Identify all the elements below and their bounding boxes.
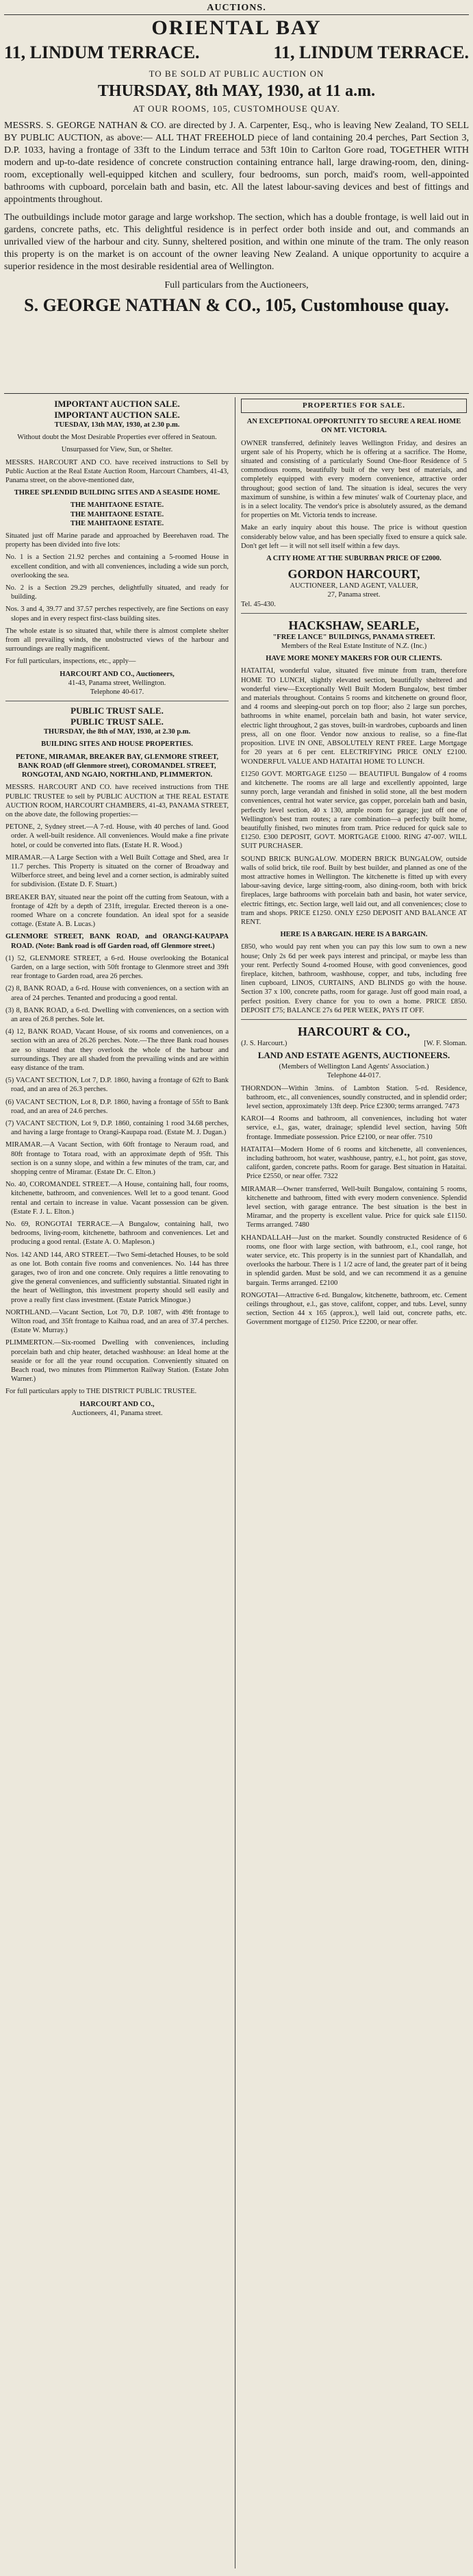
agent-address: 27, Panama street.: [327, 591, 381, 599]
agent-name: GORDON HARCOURT,: [287, 567, 420, 582]
agent-telephone: Tel. 45-430.: [241, 600, 276, 608]
sale-line: TO BE SOLD AT PUBLIC AUCTION ON: [149, 68, 324, 79]
harcourt-title: LAND AND ESTATE AGENTS, AUCTIONEERS.: [257, 1050, 450, 1061]
property-item: MIRAMAR.—A Vacant Section, with 60ft frontage to Neraum road, and 80ft frontage to Totara road, with an approximate depth of 95ft. This section is on a sunny slope, and within a few minutes of the tram, car, and shopping centre of Miramar. (Estate Dr. C. Elton.): [5, 1141, 229, 1177]
harcourt-membership: (Members of Wellington Land Agents' Association.): [279, 1063, 429, 1071]
divider: [241, 1019, 467, 1020]
property-item: (4) 12, BANK ROAD, Vacant House, of six rooms and conveniences, on a section with an area of 26.26 perches. Note.—The three Bank road houses are so situated that they overlook the whole of the harbour and surroundings. They are all shaded from the prevailing winds and are within easy distance of the tram.: [5, 1028, 229, 1072]
opportunity-body: OWNER transferred, definitely leaves Wellington Friday, and desires an urgent sale of his Property, which he is offering at a sacrifice. The Home, situated and consisting of a particularly Sound One-floor Residence of 5 commodious rooms, beautifully built of the very best of materials, and completely equipped with every modern convenience, attractive order throughout; good section of land. The situation is ideal, secures the very maximum of sunshine, is within a few minutes' walk of Courtenay place, and is in a select locality. The vendor's price is absolutely assured, as the demand for properties on Mt. Victoria tends to increase.: [241, 439, 467, 520]
property-item: PLIMMERTON.—Six-roomed Dwelling with conveniences, including porcelain bath and chip heater, detached washhouse: an Ideal home at the seaside or for all the year round occupation. Conveniently situated on Beach road, two minutes from Plimmerton Railway Station. (Estate John Warner.): [5, 1339, 229, 1384]
estate-name: THE MAHITAONE ESTATE.: [70, 519, 164, 527]
divider: [241, 613, 467, 614]
public-trust-places: PETONE, MIRAMAR, BREAKER BAY, GLENMORE STREET, BANK ROAD (off Glenmore street), COROMANDEL STREET, RONGOTAI, AND NGAIO, NORTHLAND, PLIMMERTON.: [15, 753, 219, 779]
property-item: NORTHLAND.—Vacant Section, Lot 70, D.P. 1087, with 49ft frontage to Wilton road, and 35ft frontage to Kaihua road, and an area of 37.4 perches. (Estate W. Murray.): [5, 1308, 229, 1335]
harcourt-partners: [241, 1039, 467, 1048]
property-item: PETONE, 2, Sydney street.—A 7-rd. House, with 40 perches of land. Good order. A well-built residence. All conveniences. Would make a fine private hotel, or could be converted into flats. (Estate H. R. Wood.): [5, 823, 229, 849]
header-rule: [4, 14, 469, 15]
firm-address: 41-43, Panama street, Wellington.: [68, 679, 166, 687]
section-header: AUCTIONS.: [207, 3, 266, 13]
firm-telephone: Telephone 40-617.: [90, 688, 144, 697]
property-item: BREAKER BAY, situated near the point off the cutting from Seatoun, with a frontage of 42ft by a depth of 231ft, irregular. Erected thereon is a one-roomed Whare on a concrete foundation. An ideal spot for a seaside cottage. (Estate A. B. Lucas.): [5, 893, 229, 929]
oriental-bay-ad: [4, 16, 469, 390]
agency-name: HACKSHAW, SEARLE,: [288, 618, 420, 632]
partner-right: [W. F. Sloman.: [424, 1039, 467, 1047]
auction-tagline: Unsurpassed for View, Sun, or Shelter.: [61, 446, 173, 454]
harcourt-name: HARCOURT & CO.,: [297, 1024, 411, 1038]
lot-2: No. 2 is a Section 29.29 perches, delightfully situated, and ready for building.: [5, 584, 229, 601]
sale-date: THURSDAY, 8th MAY, 1930, at 11 a.m.: [97, 82, 376, 100]
auction-date: TUESDAY, 13th MAY, 1930, at 2.30 p.m.: [54, 421, 180, 429]
situated-text: Situated just off Marine parade and approached by Beerehaven road. The property has been divided into five lots:: [5, 532, 229, 549]
public-trust-heading-2: PUBLIC TRUST SALE.: [71, 716, 164, 727]
property-item: (6) VACANT SECTION, Lot 8, D.P. 1860, having a frontage of 55ft to Bank road, and an area of 24.6 perches.: [5, 1098, 229, 1115]
opportunity-tagline: A CITY HOME AT THE SUBURBAN PRICE OF £2000.: [266, 555, 442, 563]
firm-name: HARCOURT AND CO.,: [79, 1400, 155, 1408]
property-item: Nos. 142 AND 144, ARO STREET.—Two Semi-detached Houses, to be sold as one lot. Both contain five rooms and conveniences. No. 144 has three garages, two of iron and one concrete. Only requires a little renovating to give the general conveniences, and sufficiently substantial. Situated right in the heart of Wellington, this investment property should sell easily and prove a really first class investment. (Estate Patrick Minogue.): [5, 1251, 229, 1304]
opportunity-inquiry: Make an early inquiry about this house. The price is without question considerably below value, and has been specially fixed to ensure a quick sale. Don't get left — it will not sell itself within a few days.: [241, 524, 467, 550]
properties-heading: PROPERTIES FOR SALE.: [241, 399, 467, 413]
opportunity-heading: AN EXCEPTIONAL OPPORTUNITY TO SECURE A REAL HOME ON MT. VICTORIA.: [246, 418, 461, 435]
address-line: [4, 42, 469, 63]
auction-heading-2: IMPORTANT AUCTION SALE.: [54, 410, 180, 420]
right-column: [241, 399, 467, 1331]
public-trust-list: [5, 823, 229, 1384]
listing-item: THORNDON—Within 3mins. of Lambton Station. 5-rd. Residence, bathroom, etc., all conveniences, soundly constructed, and in splendid order; level section, approximately 13ft deep. Price £2300; terms arranged. 7473: [241, 1084, 467, 1110]
listing-bargain-heading: HERE IS A BARGAIN. HERE IS A BARGAIN.: [280, 931, 428, 939]
firm-address: Auctioneers, 41, Panama street.: [71, 1409, 163, 1417]
estate-whole: The whole estate is so situated that, while there is almost complete shelter from all prevailing winds, the unobstructed views of the harbour and surroundings are really magnificent.: [5, 627, 229, 653]
three-sites: THREE SPLENDID BUILDING SITES AND A SEASIDE HOME.: [14, 489, 220, 497]
partner-left: (J. S. Harcourt.): [241, 1039, 287, 1047]
listing-item: MIRAMAR—Owner transferred, Well-built Bungalow, containing 5 rooms, kitchenette and bathroom, fitted with every modern convenience. Splendid level section, with garage entrance. The best situation is the best in Miramar, and the property is excellent value. Price for quick sale £1150. Terms arranged. 7480: [241, 1185, 467, 1229]
public-trust-particulars: For full particulars apply to THE DISTRICT PUBLIC TRUSTEE.: [5, 1388, 197, 1396]
harcourt-list: [241, 1084, 467, 1327]
property-item: (3) 8, BANK ROAD, a 6-rd. Dwelling with conveniences, on a section with an area of 26.8 perches. Sole let.: [5, 1006, 229, 1023]
address-right: 11, LINDUM TERRACE.: [273, 42, 469, 62]
property-item: (7) VACANT SECTION, Lot 9, D.P. 1860, containing 1 rood 34.68 perches, and having a large frontage to Orangi-Kaupapa road. (Estate M. J. Dugan.): [5, 1120, 229, 1137]
listing-bargain: £850, who would pay rent when you can pay this low sum to own a new house; Only 2s 6d per week pays interest and principal, or maybe less than your rent. Perfectly Sound 4-roomed House, with good conveniences, good fireplace, kitchen, bathroom, washhouse, copper, and tubs, including free linen cupboard, LINOS, CURTAINS, AND BLINDS go with the house. Section 37 x 100, concrete paths, room for garage. Just off good main road, a perfect position. Every chance for you to own a home. PRICE £850. DEPOSIT £75; BALANCE 27s 6d PER WEEK, PAYS IT OFF.: [241, 943, 467, 1014]
listing-item: KAROI—4 Rooms and bathroom, all conveniences, including hot water service, e.l., gas, water, drainage; splendid level section, having 50ft frontage. Immediate possession. Price £2100, or near offer. 7510: [241, 1115, 467, 1141]
property-item: No. 69, RONGOTAI TERRACE.—A Bungalow, containing hall, two bedrooms, living-room, kitchenette, bathroom and conveniences. Let and producing a good rental. (Estate A. O. Mapleson.): [5, 1221, 229, 1247]
firm-name: S. GEORGE NATHAN & CO., 105, Customhouse quay.: [24, 295, 449, 315]
public-trust-body: MESSRS. HARCOURT AND CO. have received instructions from THE PUBLIC TRUSTEE to sell by PUBLIC AUCTION at THE REAL ESTATE AUCTION ROOM, HARCOURT CHAMBERS, 41-43, PANAMA STREET, on the above date, the following properties:—: [5, 784, 229, 818]
particulars-line: For full particulars, inspections, etc., apply—: [5, 658, 136, 666]
property-item: (5) VACANT SECTION, Lot 7, D.P. 1860, having a frontage of 62ft to Bank road, and an area of 26.3 perches.: [5, 1077, 229, 1094]
listing-hataitai: HATAITAI, wonderful value, situated five minute from tram, therefore HOME TO LUNCH, slightly elevated section, beautifully sheltered and wonderful view—Exceptionally Well Built Modern Bungalow, best timber and materials throughout. Contains 5 rooms and kitchenette on ground floor, and 4 rooms and sleeping-out porch on top floor; also 2 large sun porches, bathrooms in white enamel, porcelain bath and basin, hot water service, electric light throughout, 2 gas stoves, built-in wardrobes, cupboards and linen press, all on one floor. Vendor now anxious to realise, so a fine-flat proposition. LIVE IN ONE, ABSOLUTELY RENT FREE. Large Mortgage for 20 years at 6 per cent. ELECTRIFYING PRICE ONLY £2100. WONDERFUL VALUE AND HATAITAI HOME TO LUNCH.: [241, 667, 467, 766]
property-item: No. 40, COROMANDEL STREET.—A House, containing hall, four rooms, kitchenette, bathroom, and conveniences. Well let to a good tenant. Good rental and certain to increase in value. Vacant possession can be given. (Estate F. J. L. Elton.): [5, 1181, 229, 1216]
property-item: MIRAMAR.—A Large Section with a Well Built Cottage and Shed, area 1r 11.7 perches. This Property is situated on the corner of Broadway and Wilberforce street, and being level and a corner section, is admirably suited for subdivision. (Estate D. F. Stuart.): [5, 853, 229, 889]
firm-name: HARCOURT AND CO., Auctioneers,: [60, 670, 175, 678]
ad-title: ORIENTAL BAY: [151, 16, 322, 39]
public-trust-date: THURSDAY, the 8th of MAY, 1930, at 2.30 p.m.: [43, 728, 191, 736]
listing-item: RONGOTAI—Attractive 6-rd. Bungalow, kitchenette, bathroom, etc. Cement ceilings throughout, e.l., gas stove, califont, copper, and tubs. Level, sunny section, Section 44 x 165 (approx.), well laid out, concrete paths, etc. Government mortgage of £1250. Price £2200, or near offer.: [241, 1291, 467, 1327]
listing-brick-bungalow: SOUND BRICK BUNGALOW. MODERN BRICK BUNGALOW, outside walls of solid brick, tile roof. Built by best builder, and planned as one of the most attractive homes in Wellington. The kitchenette is fitted up with every labour-saving device, large sitting-room, also dining-room, both with brick fireplaces, large bathrooms with porcelain bath and basin, hot water service, electric fittings, etc. Section large, well laid out, and all conveniences; close to tram and shops. PRICE £1250. ONLY £250 DEPOSIT AND BALANCE AT RENT.: [241, 855, 467, 926]
auction-intro: Without doubt the Most Desirable Properties ever offered in Seatoun.: [17, 434, 217, 442]
estate-name: THE MAHITAONE ESTATE.: [70, 501, 164, 510]
estate-name: THE MAHITAONE ESTATE.: [70, 510, 164, 518]
left-column: [5, 399, 229, 1421]
auction-body: MESSRS. HARCOURT AND CO. have received instructions to Sell by Public Auction at the Real Estate Auction Room, Harcourt Chambers, 41-43, Panama street, on the above-mentioned date,: [5, 458, 229, 485]
lot-3: Nos. 3 and 4, 39.77 and 37.57 perches respectively, are fine Sections on easy slopes and in every respect first-class building sites.: [5, 605, 229, 623]
agency-subtitle: "FREE LANCE" BUILDINGS, PANAMA STREET.: [272, 633, 435, 641]
sale-place: AT OUR ROOMS, 105, CUSTOMHOUSE QUAY.: [133, 103, 340, 114]
agency-tagline: HAVE MORE MONEY MAKERS FOR OUR CLIENTS.: [266, 655, 442, 663]
public-trust-heading: PUBLIC TRUST SALE.: [71, 705, 164, 716]
address-left: 11, LINDUM TERRACE.: [4, 42, 200, 62]
ad-body-2: The outbuildings include motor garage and large workshop. The section, which has a double frontage, is well laid out in gardens, concrete paths, etc. This delightful residence is in perfect order both inside and out, and commands an unrivalled view of the harbour and city. Sunny, sheltered position, and within one minute of the tram. The only reason this property is on the market is on account of the owner leaving New Zealand. A unique opportunity to acquire a superior residence in the most desirable residential area of Wellington.: [4, 212, 469, 272]
public-trust-subhead: BUILDING SITES AND HOUSE PROPERTIES.: [41, 740, 193, 749]
lot-1: No. 1 is a Section 21.92 perches and containing a 5-roomed House in excellent condition, and with all conveniences, including a wide sun porch, overlooking the sea.: [5, 553, 229, 579]
property-item: (2) 8, BANK ROAD, a 6-rd. House with conveniences, on a section with an area of 24 perches. Tenanted and producing a good rental.: [5, 985, 229, 1002]
listing-item: KHANDALLAH—Just on the market. Soundly constructed Residence of 6 rooms, one floor with large section, with bathroom, e.l., cool range, hot water service, etc. This property is in the sunniest part of Khandallah, and overlooks the harbour. There is 1 1/2 acre of land, the greater part of it being in splendid garden. Must be sold, and we can recommend it as a genuine bargain. Terms arranged. £2100: [241, 1234, 467, 1287]
section-rule: [4, 393, 469, 394]
property-item: GLENMORE STREET, BANK ROAD, and ORANGI-KAUPAPA ROAD. (Note: Bank road is off Garden road, off Glenmore street.): [5, 933, 229, 950]
particulars-line: Full particulars from the Auctioneers,: [164, 280, 309, 290]
agent-title: AUCTIONEER, LAND AGENT, VALUER,: [290, 582, 418, 590]
listing-govt-mortgage: £1250 GOVT. MORTGAGE £1250 — BEAUTIFUL Bungalow of 4 rooms and kitchenette. The rooms are all large and excellently appointed, large sunny porch, large verandah and finished in solid stone, all the best modern conveniences, central hot water service, gas copper, porcelain bath and basin, perfectly level section, 40 x 130, ample room for garage; just off one of Wellington's best tram routes; a rare combination—a perfectly built home, beautifully finished, two minutes from tram. Price reduced for quick sale to £1250. £300 DEPOSIT, GOVT. MORTGAGE £1000. RING 47-007. WILL SUIT PURCHASER.: [241, 770, 467, 851]
harcourt-telephone: Telephone 44-017.: [327, 1072, 381, 1080]
property-item: (1) 52, GLENMORE STREET, a 6-rd. House overlooking the Botanical Garden, on a large section, with 50ft frontage to Glenmore street and 39ft rear frontage to Garden road, area 26 perches.: [5, 954, 229, 981]
ad-body: MESSRS. S. GEORGE NATHAN & CO. are directed by J. A. Carpenter, Esq., who is leaving New Zealand, TO SELL BY PUBLIC AUCTION, as above:— ALL THAT FREEHOLD piece of land containing 20.4 perches, Part Section 3, D.P. 1033, having a frontage of 33ft to the Lindum terrace and 53ft 10in to Carlton Gore road, TOGETHER WITH modern and up-to-date residence of concrete construction containing entrance hall, large drawing-room, den, dining-room, exceptionally well-equipped kitchen and scullery, four bedrooms, sun porch, maid's room, well-appointed bathrooms with cupboard, porcelain bath and basin, etc. All the latest labour-saving devices and best of fittings and appointments throughout.: [4, 121, 469, 205]
agency-membership: Members of the Real Estate Institute of N.Z. (Inc.): [281, 642, 427, 651]
listing-item: HATAITAI—Modern Home of 6 rooms and kitchenette, all conveniences, including bathroom, hot water, washhouse, pantry, e.l., hot point, gas stove, califont, garden, concrete paths. Room for garage. Best situation in Hataitai. Price £2550, or near offer. 7322: [241, 1145, 467, 1181]
auction-heading: IMPORTANT AUCTION SALE.: [54, 399, 180, 409]
